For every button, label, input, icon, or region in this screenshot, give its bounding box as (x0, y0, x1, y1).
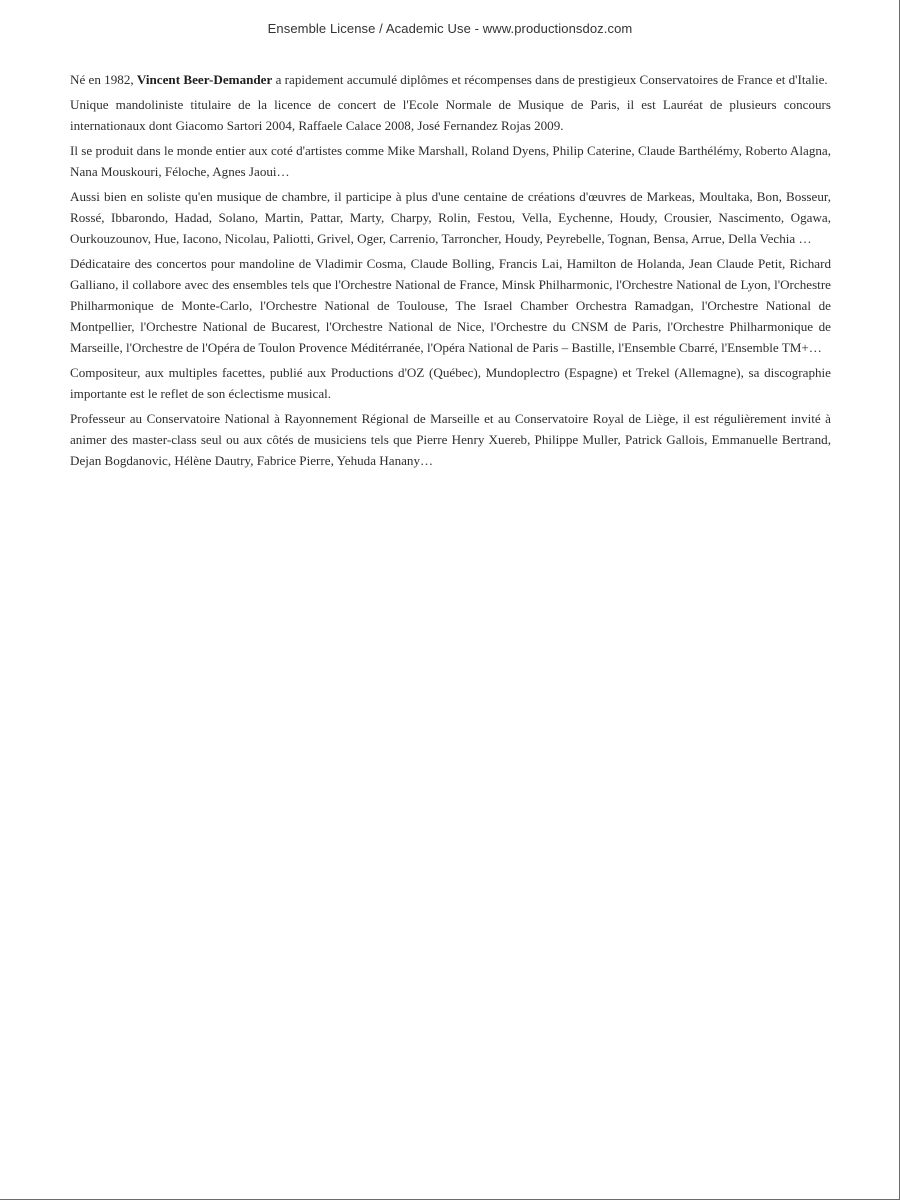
bio-intro-lead: Né en 1982, (70, 72, 137, 87)
bio-paragraph-creations: Aussi bien en soliste qu'en musique de chambre, il participe à plus d'une centaine de créations d'œuvres de Markeas, Moultaka, Bon, Bosseur, Rossé, Ibbarondo, Hadad, Solano, Martin, Pattar, Marty, Charpy, Rolin, Festou, Vella, Eychenne, Houdy, Crousier, Nascimento, Ogawa, Ourkouzounov, Hue, Iacono, Nicolau, Paliotti, Grivel, Oger, Carrenio, Tarroncher, Houdy, Peyrebelle, Tognan, Bensa, Arrue, Della Vechia … (70, 189, 831, 246)
bio-paragraph-concertos: Dédicataire des concertos pour mandoline de Vladimir Cosma, Claude Bolling, Francis Lai, Hamilton de Holanda, Jean Claude Petit, Richard Galliano, il collabore avec des ensembles tels que l'Orchestre National de France, Minsk Philharmonic, l'Orchestre National de Lyon, l'Orchestre Philharmonique de Monte-Carlo, l'Orchestre National de Toulouse, The Israel Chamber Orchestra Ramadgan, l'Orchestre National de Montpellier, l'Orchestre National de Bucarest, l'Orchestre National de Nice, l'Orchestre du CNSM de Paris, l'Orchestre Philharmonique de Marseille, l'Orchestre de l'Opéra de Toulon Provence Méditérranée, l'Opéra National de Paris – Bastille, l'Ensemble Cbarré, l'Ensemble TM+… (70, 256, 831, 355)
artist-name: Vincent Beer-Demander (136, 72, 273, 87)
biography-text (70, 69, 831, 475)
bio-intro-rest: a rapidement accumulé diplômes et récompenses dans de prestigieux Conservatoires de France et d'Italie. (272, 72, 828, 87)
bio-paragraph-teacher: Professeur au Conservatoire National à Rayonnement Régional de Marseille et au Conservatoire Royal de Liège, il est régulièrement invité à animer des master-class seul ou aux côtés de musiciens tels que Pierre Henry Xuereb, Philippe Muller, Patrick Gallois, Emmanuelle Bertrand, Dejan Bogdanovic, Hélène Dautry, Fabrice Pierre, Yehuda Hanany… (70, 411, 831, 468)
bio-paragraph-artists: Il se produit dans le monde entier aux coté d'artistes comme Mike Marshall, Roland Dyens, Philip Caterine, Claude Barthélémy, Roberto Alagna, Nana Mouskouri, Féloche, Agnes Jaoui… (70, 143, 831, 179)
license-header: Ensemble License / Academic Use - www.productionsdoz.com (267, 21, 633, 36)
bio-paragraph-licence: Unique mandoliniste titulaire de la licence de concert de l'Ecole Normale de Musique de Paris, il est Lauréat de plusieurs concours internationaux dont Giacomo Sartori 2004, Raffaele Calace 2008, José Fernandez Rojas 2009. (70, 97, 831, 133)
bio-paragraph-intro (70, 69, 831, 90)
bio-paragraph-composer: Compositeur, aux multiples facettes, publié aux Productions d'OZ (Québec), Mundoplectro (Espagne) et Trekel (Allemagne), sa discographie importante est le reflet de son éclectisme musical. (70, 365, 831, 401)
